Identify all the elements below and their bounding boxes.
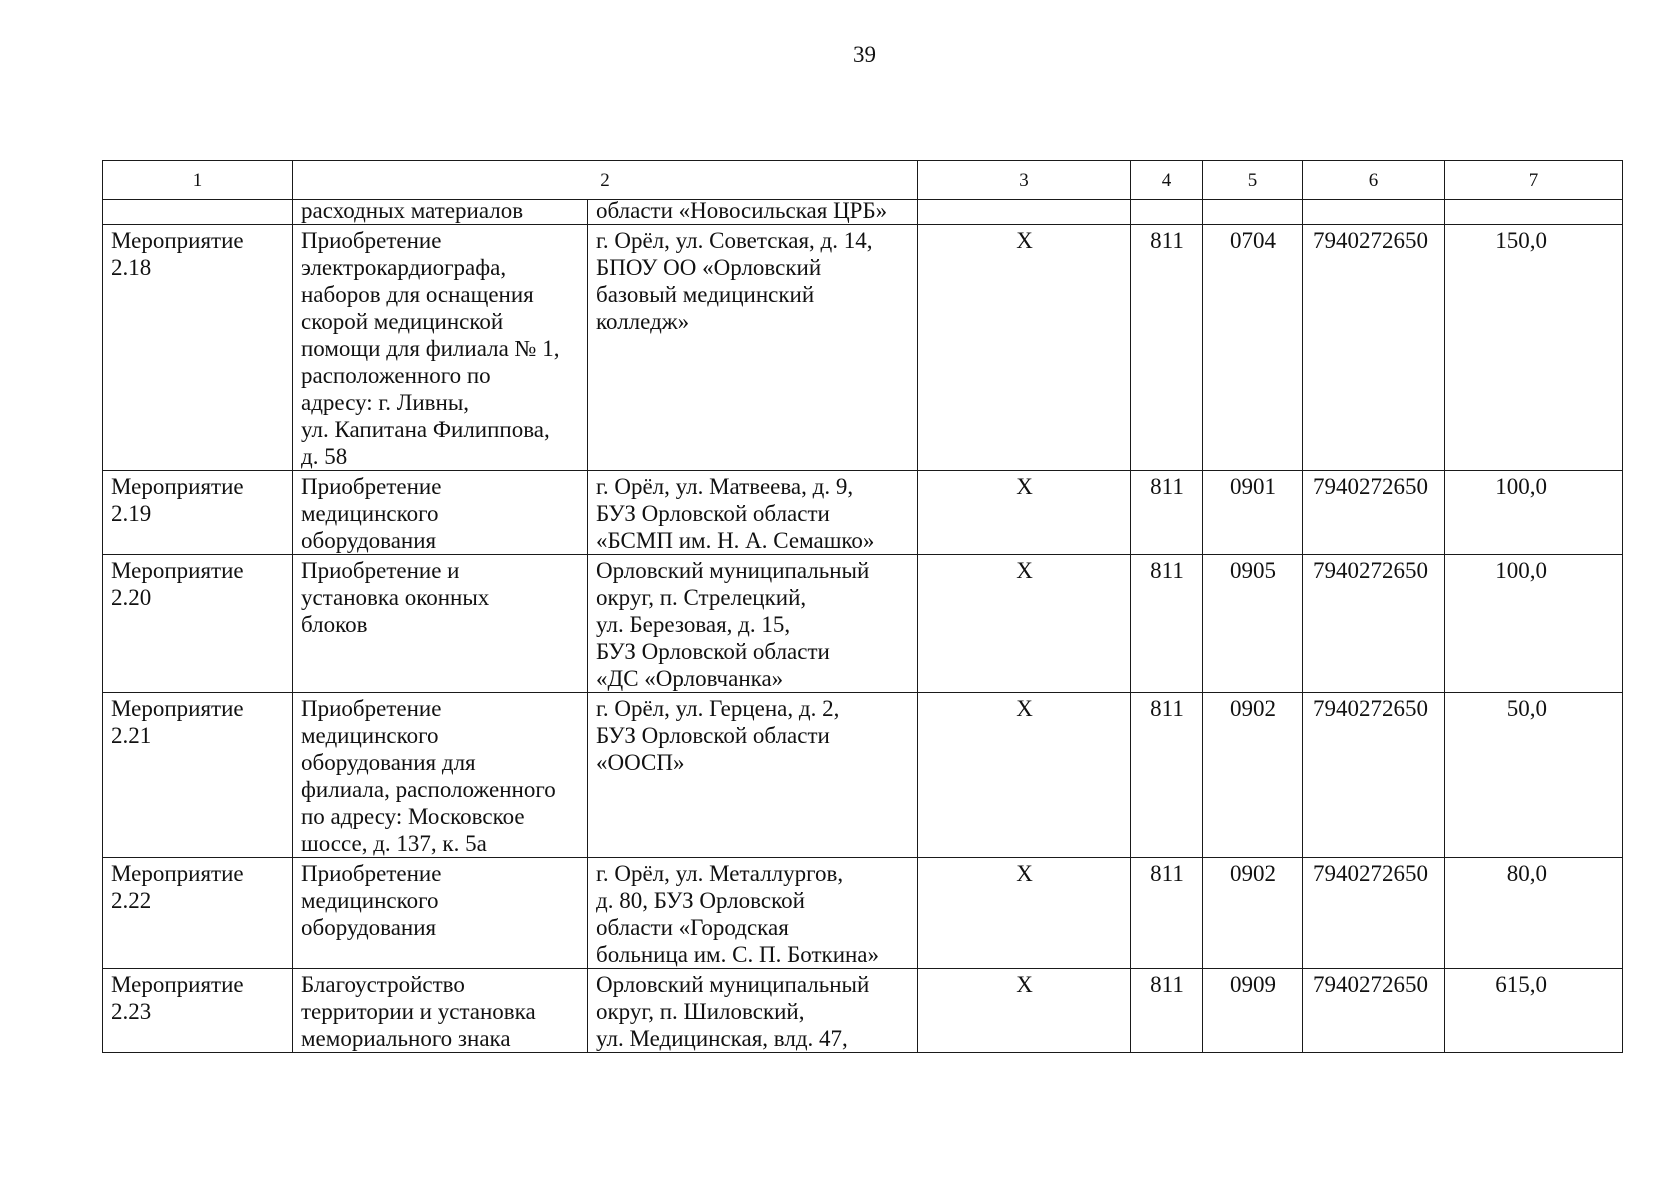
column-number: 6: [1303, 161, 1445, 200]
col3-cell: X: [918, 225, 1131, 471]
col3-cell: X: [918, 858, 1131, 969]
event-cell: Мероприятие 2.19: [103, 471, 293, 555]
col5-cell: 0909: [1203, 969, 1303, 1053]
col5-cell: 0901: [1203, 471, 1303, 555]
name-cell: Приобретение медицинского оборудования для филиала, расположенного по адресу: Московское шоссе, д. 137, к. 5а: [293, 693, 588, 858]
col7-cell: 615,0: [1445, 969, 1623, 1053]
col3-cell: X: [918, 693, 1131, 858]
event-cell: Мероприятие 2.18: [103, 225, 293, 471]
column-number: 4: [1131, 161, 1203, 200]
col6-cell: 7940272650: [1303, 555, 1445, 693]
col3-cell: X: [918, 555, 1131, 693]
col4-cell: 811: [1131, 471, 1203, 555]
name-cell: Приобретение медицинского оборудования: [293, 471, 588, 555]
event-cell: Мероприятие 2.22: [103, 858, 293, 969]
column-number: 7: [1445, 161, 1623, 200]
table-row: [103, 858, 1623, 969]
column-number: 1: [103, 161, 293, 200]
col5-cell: 0704: [1203, 225, 1303, 471]
table-row: [103, 693, 1623, 858]
col6-cell: 7940272650: [1303, 693, 1445, 858]
col4-cell: 811: [1131, 555, 1203, 693]
table-row: [103, 471, 1623, 555]
col7-cell: 80,0: [1445, 858, 1623, 969]
col7-cell: 100,0: [1445, 555, 1623, 693]
col5-cell: 0902: [1203, 858, 1303, 969]
address-cell: Орловский муниципальный округ, п. Шиловский, ул. Медицинская, влд. 47,: [588, 969, 918, 1053]
table-row: [103, 969, 1623, 1053]
event-cell: [103, 200, 293, 225]
name-cell: расходных материалов: [293, 200, 588, 225]
name-cell: Приобретение электрокардиографа, наборов для оснащения скорой медицинской помощи для филиала № 1, расположенного по адресу: г. Ливны, ул. Капитана Филиппова, д. 58: [293, 225, 588, 471]
column-number-row: [103, 161, 1623, 200]
event-cell: Мероприятие 2.20: [103, 555, 293, 693]
continuation-row: [103, 200, 1623, 225]
table-row: [103, 555, 1623, 693]
col4-cell: 811: [1131, 858, 1203, 969]
col4-cell: 811: [1131, 225, 1203, 471]
col5-cell: 0902: [1203, 693, 1303, 858]
address-cell: г. Орёл, ул. Металлургов, д. 80, БУЗ Орловской области «Городская больница им. С. П. Боткина»: [588, 858, 918, 969]
address-cell: г. Орёл, ул. Советская, д. 14, БПОУ ОО «Орловский базовый медицинский колледж»: [588, 225, 918, 471]
name-cell: Приобретение медицинского оборудования: [293, 858, 588, 969]
col3-cell: X: [918, 471, 1131, 555]
col4-cell: 811: [1131, 693, 1203, 858]
page-number: 39: [853, 42, 876, 67]
column-number: 3: [918, 161, 1131, 200]
address-cell: г. Орёл, ул. Герцена, д. 2, БУЗ Орловской области «ООСП»: [588, 693, 918, 858]
col6-cell: 7940272650: [1303, 858, 1445, 969]
name-cell: Приобретение и установка оконных блоков: [293, 555, 588, 693]
col4-cell: 811: [1131, 969, 1203, 1053]
column-number: 2: [293, 161, 918, 200]
col6-cell: 7940272650: [1303, 471, 1445, 555]
col7-cell: 150,0: [1445, 225, 1623, 471]
table-row: [103, 225, 1623, 471]
col3-cell: X: [918, 969, 1131, 1053]
address-cell: г. Орёл, ул. Матвеева, д. 9, БУЗ Орловской области «БСМП им. Н. А. Семашко»: [588, 471, 918, 555]
col5-cell: 0905: [1203, 555, 1303, 693]
col6-cell: 7940272650: [1303, 225, 1445, 471]
col6-cell: 7940272650: [1303, 969, 1445, 1053]
name-cell: Благоустройство территории и установка мемориального знака: [293, 969, 588, 1053]
event-cell: Мероприятие 2.21: [103, 693, 293, 858]
col7-cell: 50,0: [1445, 693, 1623, 858]
activities-table: [102, 160, 1623, 1053]
column-number: 5: [1203, 161, 1303, 200]
event-cell: Мероприятие 2.23: [103, 969, 293, 1053]
address-cell: Орловский муниципальный округ, п. Стрелецкий, ул. Березовая, д. 15, БУЗ Орловской области «ДС «Орловчанка»: [588, 555, 918, 693]
address-cell: области «Новосильская ЦРБ»: [588, 200, 918, 225]
col7-cell: 100,0: [1445, 471, 1623, 555]
